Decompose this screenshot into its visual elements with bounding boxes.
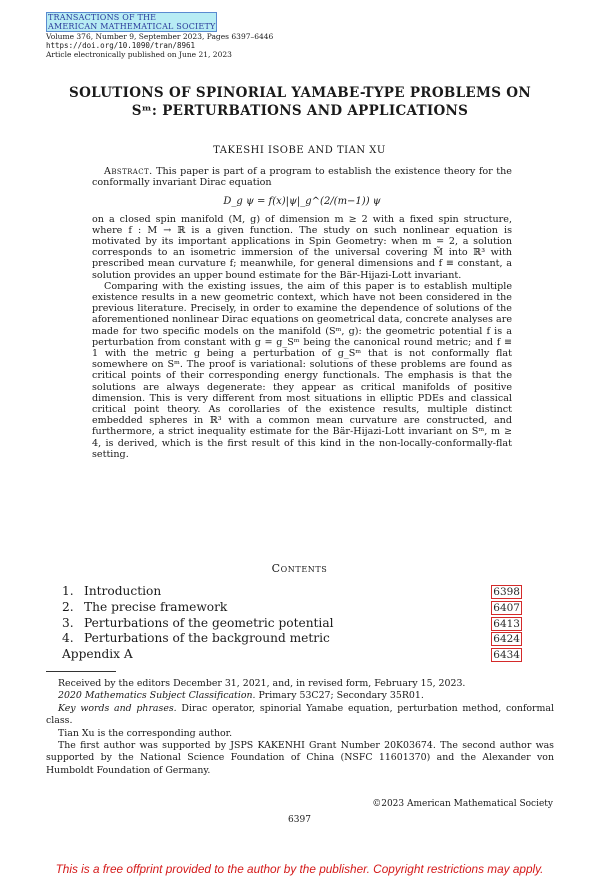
toc-entry-number: 4. <box>62 631 74 646</box>
toc-entry-title: Appendix A <box>62 647 133 662</box>
copyright: ©2023 American Mathematical Society <box>372 799 553 809</box>
keywords-label: Key words and phrases. <box>58 702 177 714</box>
footnotes <box>46 678 554 777</box>
table-of-contents <box>62 584 522 663</box>
publication-date: Article electronically published on June 21, 2023 <box>46 50 232 59</box>
toc-entry[interactable] <box>62 600 522 616</box>
toc-entry[interactable] <box>62 616 522 632</box>
title-line-2: Sᵐ: PERTURBATIONS AND APPLICATIONS <box>131 103 469 119</box>
toc-page-link[interactable]: 6398 <box>493 586 520 598</box>
paper-title <box>40 84 560 120</box>
toc-entry-title: The precise framework <box>84 599 228 614</box>
keywords-note <box>46 703 554 728</box>
doi-link[interactable]: https://doi.org/10.1090/tran/8961 <box>46 41 196 50</box>
journal-header <box>46 12 217 32</box>
funding-note: The first author was supported by JSPS KAKENHI Grant Number 20K03674. The second author was supported by the National Science Foundation of China (NSFC 11601370) and the Alexander von Humboldt Foundation of Germany. <box>46 740 554 776</box>
toc-entry[interactable] <box>62 631 522 647</box>
toc-entry-number: 2. <box>62 599 74 614</box>
journal-name-link[interactable] <box>46 12 217 32</box>
abstract-intro: This paper is part of a program to establish the existence theory for the conformally invariant Dirac equation <box>92 166 512 189</box>
toc-entry-title: Perturbations of the background metric <box>84 631 330 646</box>
toc-page-link[interactable]: 6434 <box>493 649 520 662</box>
contents-heading: Contents <box>271 562 328 575</box>
abstract-paragraph-1: on a closed spin manifold (M, g) of dimension m ≥ 2 with a fixed spin structure, where f : M → ℝ is a given function. The study on such nonlinear equation is motivated by its important applications in Spin Geometry: when m = 2, a solution corresponds to an isometric immersion of the universal covering M̃ into ℝ³ with prescribed mean curvature f; meanwhile, for general dimensions and f ≡ constant, a solution provides an upper bound estimate for the Bär-Hijazi-Lott invariant. <box>92 213 512 281</box>
corresponding-author-note: Tian Xu is the corresponding author. <box>58 727 233 739</box>
equation-text: D_g ψ = f(x)|ψ|_g^(2/(m−1)) ψ <box>223 196 381 208</box>
toc-entry-title: Perturbations of the geometric potential <box>84 615 334 630</box>
toc-page-link[interactable]: 6407 <box>493 601 520 614</box>
abstract <box>92 166 512 460</box>
footnote-rule <box>46 671 116 672</box>
offprint-notice: This is a free offprint provided to the author by the publisher. Copyright restrictions may apply. <box>55 862 544 876</box>
toc-entry-number: 3. <box>62 615 74 630</box>
journal-name-line2: AMERICAN MATHEMATICAL SOCIETY <box>48 22 216 31</box>
journal-name-line1: TRANSACTIONS OF THE <box>48 13 157 22</box>
page-number: 6397 <box>288 815 311 825</box>
toc-entry[interactable] <box>62 584 522 600</box>
toc-entry[interactable] <box>62 647 522 663</box>
toc-entry-title: Introduction <box>84 584 162 598</box>
title-line-1: SOLUTIONS OF SPINORIAL YAMABE-TYPE PROBLEMS ON <box>69 85 531 101</box>
abstract-label: Abstract. <box>104 166 153 177</box>
toc-entry-number: 1. <box>62 584 74 598</box>
msc-note <box>46 690 554 702</box>
authors: TAKESHI ISOBE AND TIAN XU <box>213 145 386 156</box>
received-note: Received by the editors December 31, 2021, and, in revised form, February 15, 2023. <box>58 678 466 689</box>
dirac-equation <box>92 196 512 207</box>
msc-label: 2020 Mathematics Subject Classification. <box>58 690 256 702</box>
abstract-paragraph-2: Comparing with the existing issues, the aim of this paper is to establish multiple existence results in a new geometric context, which have not been considered in the previous literature. Precisely, in order to examine the dependence of solutions of the aforementioned nonlinear Dirac equations on geometrical data, concrete analyses are made for two specific models on the manifold (Sᵐ, g): the geometric potential f is a perturbation from constant with g = g_Sᵐ being the canonical round metric; and f ≡ 1 with the metric g being a perturbation of g_Sᵐ that is not conformally flat somewhere on Sᵐ. The proof is variational: solutions of these problems are found as critical points of their corresponding energy functionals. The emphasis is that the solutions are always degenerate: they appear as critical manifolds of positive dimension. This is very different from most situations in elliptic PDEs and classical critical point theory. As corollaries of the existence results, multiple distinct embedded spheres in ℝ³ with a common mean curvature are constructed, and furthermore, a strict inequality estimate for the Bär-Hijazi-Lott invariant on Sᵐ, m ≥ 4, is derived, which is the first result of this kind in the non-locally-conformally-flat setting. <box>92 280 512 460</box>
keywords-value: Dirac operator, spinorial Yamabe equation, perturbation method, conformal class. <box>46 702 555 727</box>
msc-value: Primary 53C27; Secondary 35R01. <box>258 690 424 702</box>
toc-page-link[interactable]: 6424 <box>493 633 520 646</box>
toc-page-link[interactable]: 6413 <box>493 617 520 630</box>
volume-line: Volume 376, Number 9, September 2023, Pages 6397–6446 <box>46 32 274 41</box>
